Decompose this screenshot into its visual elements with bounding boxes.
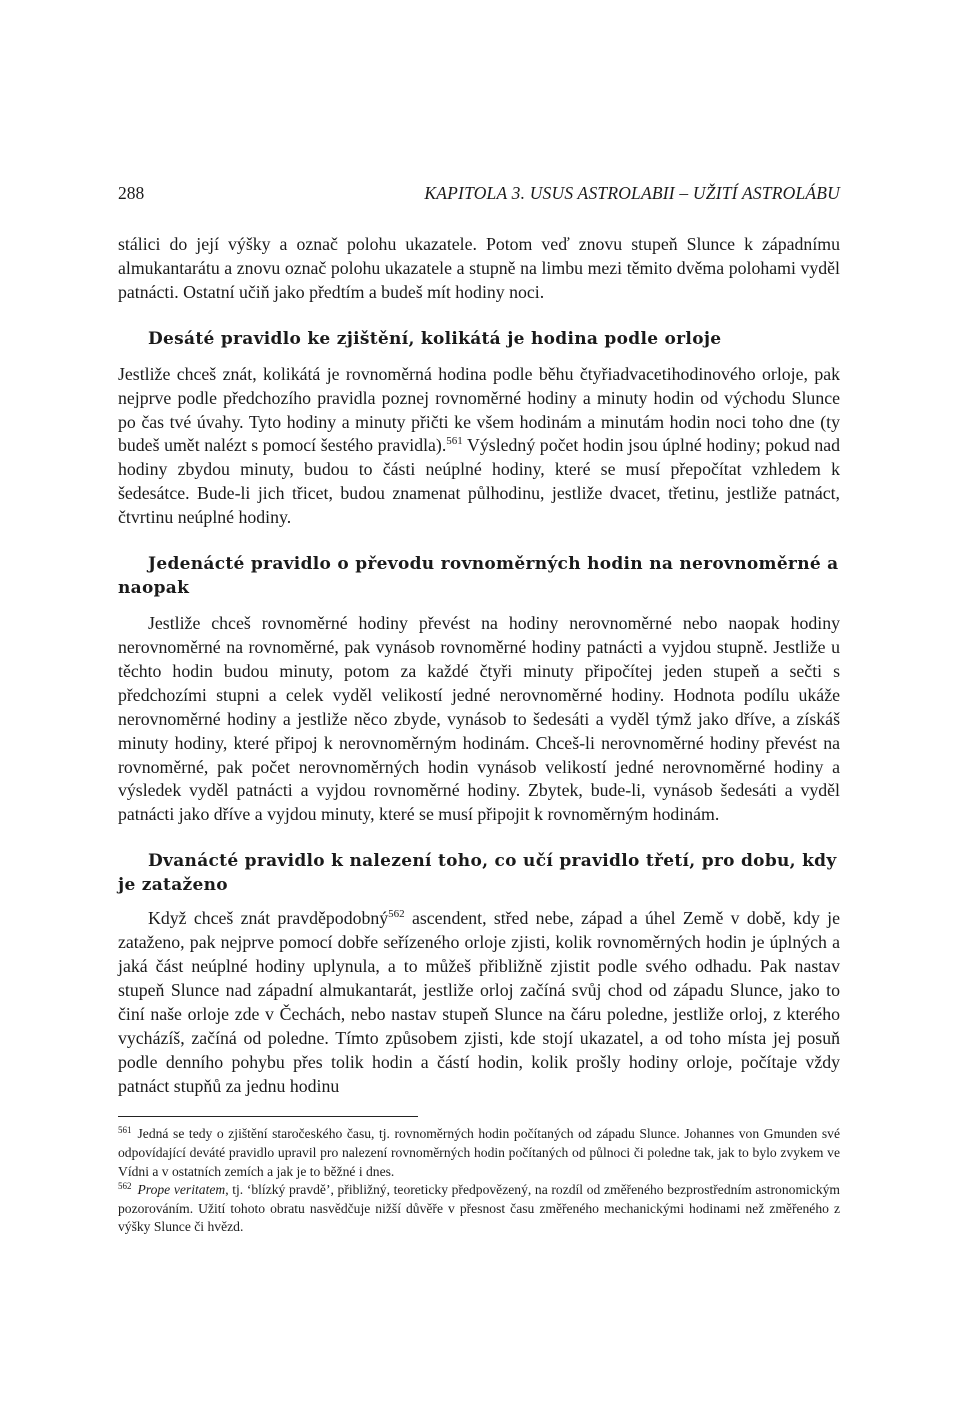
section-10-heading: Desáté pravidlo ke zjištění, kolikátá je hodina podle orloje [148,328,722,349]
footnote-text: Jedná se tedy o zjištění staročeského času, tj. rovnoměrných hodin počítaných od západu Slunce. Johannes von Gmunden své odpovídající deváté pravidlo upravil pro nalezení rovnoměrných hodin počítaných od půlnoci či poledne tak, jak to bylo zvykem ve Vídni a v ostatních zemích a jak je to běžné i dnes. [118,1126,840,1179]
section-10-text-b: Výsledný počet hodin jsou úplné hodiny; pokud nad hodiny zbydou minuty, budou to části neúplné hodiny, které se musí přepočítat vzhledem k šedesátce. Bude-li jich třicet, budou znamenat půlhodinu, jestliže dvacet, třetinu, jestliže patnáct, čtvrtinu neúplné hodiny. [118,435,840,528]
section-12-paragraph [118,907,840,1098]
section-10-paragraph [118,363,840,530]
footnote-divider [118,1116,418,1117]
section-12-text-b: ascendent, střed nebe, západ a úhel Země v době, kdy je zataženo, pak nejprve pomocí dobře seřízeného orloje zjisti, kolik rovnoměrných hodin je úplných a jaká část neúplné hodiny uplynula, a to můžeš přibližně zjistit podle svého odhadu. Pak nastav stupeň Slunce nad západní almukantarát, jestliže orloj začíná svůj chod od západu Slunce, jako to činí naše orloje zde v Čechách, nebo nastav stupeň Slunce na čáru poledne, jestliže orloj, z kterého vycházíš, začíná od poledne. Tímto způsobem zjisti, kde stojí ukazatel, a od toho místa jej posuň podle denního pohybu přes tolik hodin a částí hodin, kolik prošly hodiny orloje, počítaje vždy patnáct stupňů za jednu hodinu [118,908,840,1096]
footnote-561 [118,1125,840,1181]
section-12-text-a: Když chceš znát pravděpodobný [148,908,389,929]
footnote-562 [118,1181,840,1237]
running-title: KAPITOLA 3. USUS ASTROLABII – UŽITÍ ASTROLÁBU [424,183,840,203]
footnote-text: , tj. ‘blízký pravdě’, přibližný, teoreticky předpovězený, na rozdíl od změřeného bezprostředním astronomickým pozorováním. Užití tohoto obratu nasvědčuje nižší důvěře v přesnost času změřeného mechanickými hodinami než změřeného z výšky Slunce či hvězd. [118,1182,840,1235]
running-head [118,183,840,209]
section-10-text-a: Jestliže chceš znát, kolikátá je rovnoměrná hodina podle běhu čtyřiadvacetihodinového orloje, pak nejprve podle předchozího pravidla poznej rovnoměrné hodiny a minuty hodin od východu Slunce po čas tvé úvahy. Tyto hodiny a minuty přičti ke všem hodinám a minutám hodin noci toho dne (ty budeš umět nalézt s pomocí šestého pravidla). [118,363,840,456]
page-number: 288 [118,183,145,203]
intro-paragraph: stálici do její výšky a označ polohu ukazatele. Potom veď znovu stupeň Slunce k západnímu almukantarátu a znovu označ polohu ukazatele a stupně na limbu mezi těmito dvěma polohami vyděl patnácti. Ostatní učiň jako předtím a budeš mít hodiny noci. [118,234,840,302]
footnote-latin-phrase: Prope veritatem [137,1182,226,1198]
footnote-ref-561[interactable]: 561 [446,435,463,448]
footnotes [118,1125,840,1237]
footnote-ref-562[interactable]: 562 [388,908,405,921]
section-11-paragraph: Jestliže chceš rovnoměrné hodiny převést na hodiny nerovnoměrné nebo naopak hodiny nerovnoměrné na rovnoměrné, pak vynásob rovnoměrné hodiny patnácti a vyjdou stupně. Jestliže u těchto hodin budou minuty, potom za každé čtyři minuty připočítej jeden stupeň a sečti s předchozími stupni a celek vyděl velikostí jedné nerovnoměrné hodiny. Hodnota podílu ukáže nerovnoměrné hodiny a jestliže něco zbyde, vynásob to šedesáti a vyděl týmž jako dříve, a získáš minuty hodiny, které připoj k nerovnoměrným hodinám. Chceš-li nerovnoměrné hodiny převést na rovnoměrné, pak počet nerovnoměrných hodin vynásob velikostí jedné nerovnoměrné hodiny a výsledek vyděl patnácti a vyjdou rovnoměrné hodiny. Zbytek, bude-li, vynásob šedesáti a vyděl patnácti jako dříve a vyjdou minuty, které se musí připojit k rovnoměrným hodinám. [118,613,840,825]
footnote-mark: 561 [118,1124,132,1135]
section-11-heading: Jedenácté pravidlo o převodu rovnoměrných hodin na nerovnoměrné a naopak [118,554,839,599]
book-page [118,183,840,1237]
section-12-heading: Dvanácté pravidlo k nalezení toho, co učí pravidlo třetí, pro dobu, kdy je zataženo [118,851,837,896]
footnote-mark: 562 [118,1180,132,1191]
